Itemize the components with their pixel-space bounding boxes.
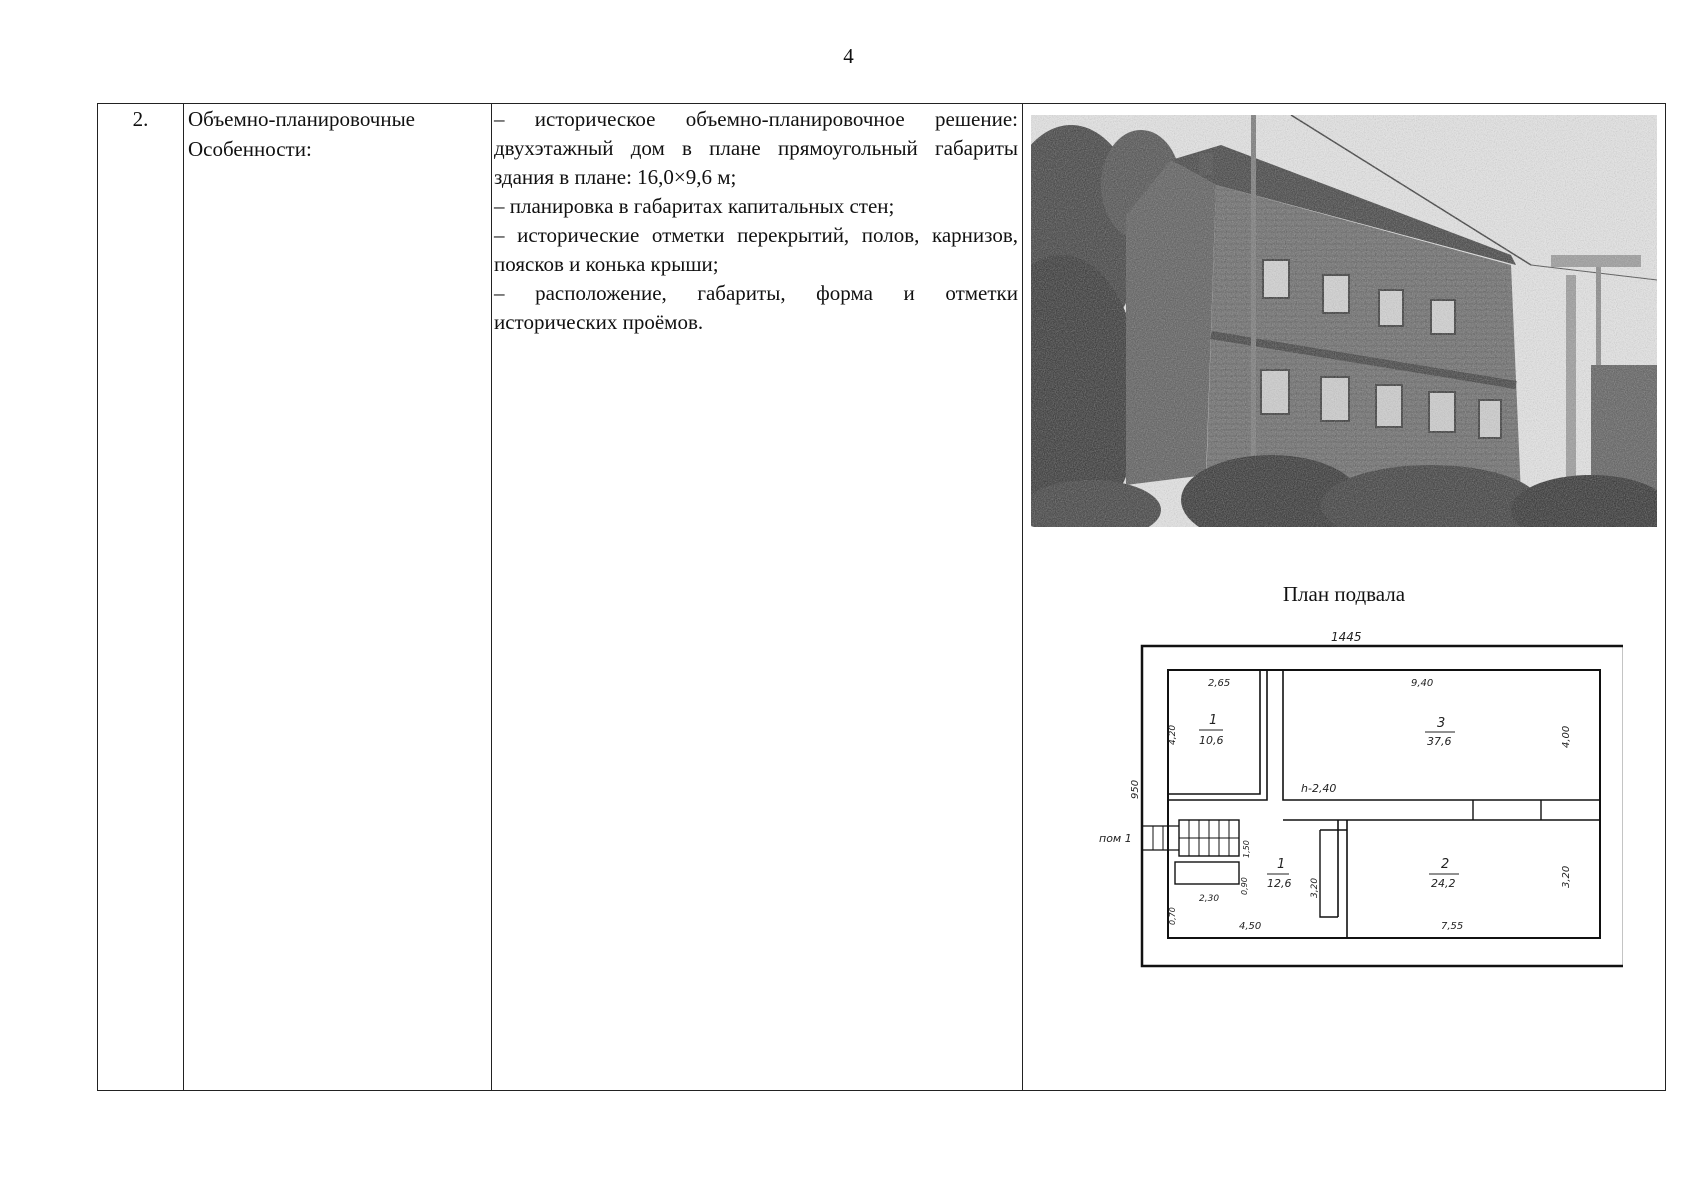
description-item-4: – расположение, габариты, форма и отметки исторических проёмов. — [494, 281, 1018, 334]
plan-outer-wall — [1142, 646, 1623, 966]
description-table — [97, 103, 1666, 1091]
row-title-line2: Особенности: — [188, 137, 312, 161]
plan-title: План подвала — [1282, 582, 1406, 606]
row-title-line1: Объемно-планировочные — [188, 107, 416, 131]
plan-room2-number: 2 — [1441, 857, 1450, 872]
plan-dim-corner: 0,70 — [1168, 907, 1177, 925]
plan-dim-overall-width: 1445 — [1331, 630, 1362, 644]
row-media-cell — [1023, 104, 1666, 1091]
description-item-2: – планировка в габаритах капитальных стен; — [494, 194, 895, 218]
plan-room3-number: 3 — [1437, 716, 1446, 731]
plan-inner-wall — [1168, 670, 1600, 938]
plan-room3-area: 37,6 — [1427, 735, 1452, 748]
plan-dim-room2-height: 3,20 — [1561, 865, 1572, 888]
plan-dim-room1b-height: 3,20 — [1310, 877, 1320, 898]
plan-dim-room3-height: 4,00 — [1561, 725, 1572, 748]
table-row — [98, 104, 1666, 1091]
description-item-3: – исторические отметки перекрытий, полов, карнизов, поясков и конька крыши; — [494, 223, 1018, 276]
plan-dim-room1-width: 2,65 — [1208, 678, 1231, 689]
row-title-cell — [184, 104, 492, 1091]
basement-floor-plan — [1063, 624, 1623, 974]
plan-room1-area: 10,6 — [1199, 734, 1224, 747]
page-number: 4 — [843, 44, 854, 68]
plan-room1b-area: 12,6 — [1267, 877, 1292, 890]
row-description-cell — [492, 104, 1023, 1091]
row-number: 2. — [132, 107, 149, 131]
plan-room1b-number: 1 — [1277, 857, 1286, 872]
plan-dim-overall-depth: 950 — [1130, 779, 1141, 799]
plan-ceiling-height: h-2,40 — [1301, 782, 1337, 795]
description-item-1: – историческое объемно-планировочное решение: двухэтажный дом в плане прямоугольный габариты здания в плане: 16,0×9,6 м; — [494, 107, 1018, 189]
plan-dim-ledge-width: 2,30 — [1199, 894, 1220, 904]
plan-dim-stair: 1,50 — [1242, 840, 1251, 858]
plan-dim-ledge-height: 0,90 — [1240, 877, 1249, 895]
plan-dim-bottom-left: 4,50 — [1239, 921, 1262, 932]
plan-dim-room3-width: 9,40 — [1411, 678, 1434, 689]
plan-room1-number: 1 — [1209, 713, 1218, 728]
plan-dim-bottom-right: 7,55 — [1441, 921, 1464, 932]
building-photo — [1031, 115, 1657, 527]
row-number-cell — [98, 104, 184, 1091]
plan-room2-area: 24,2 — [1431, 877, 1456, 890]
plan-stair-label: пом 1 — [1099, 832, 1132, 845]
plan-dim-room1-height: 4,20 — [1168, 724, 1178, 745]
